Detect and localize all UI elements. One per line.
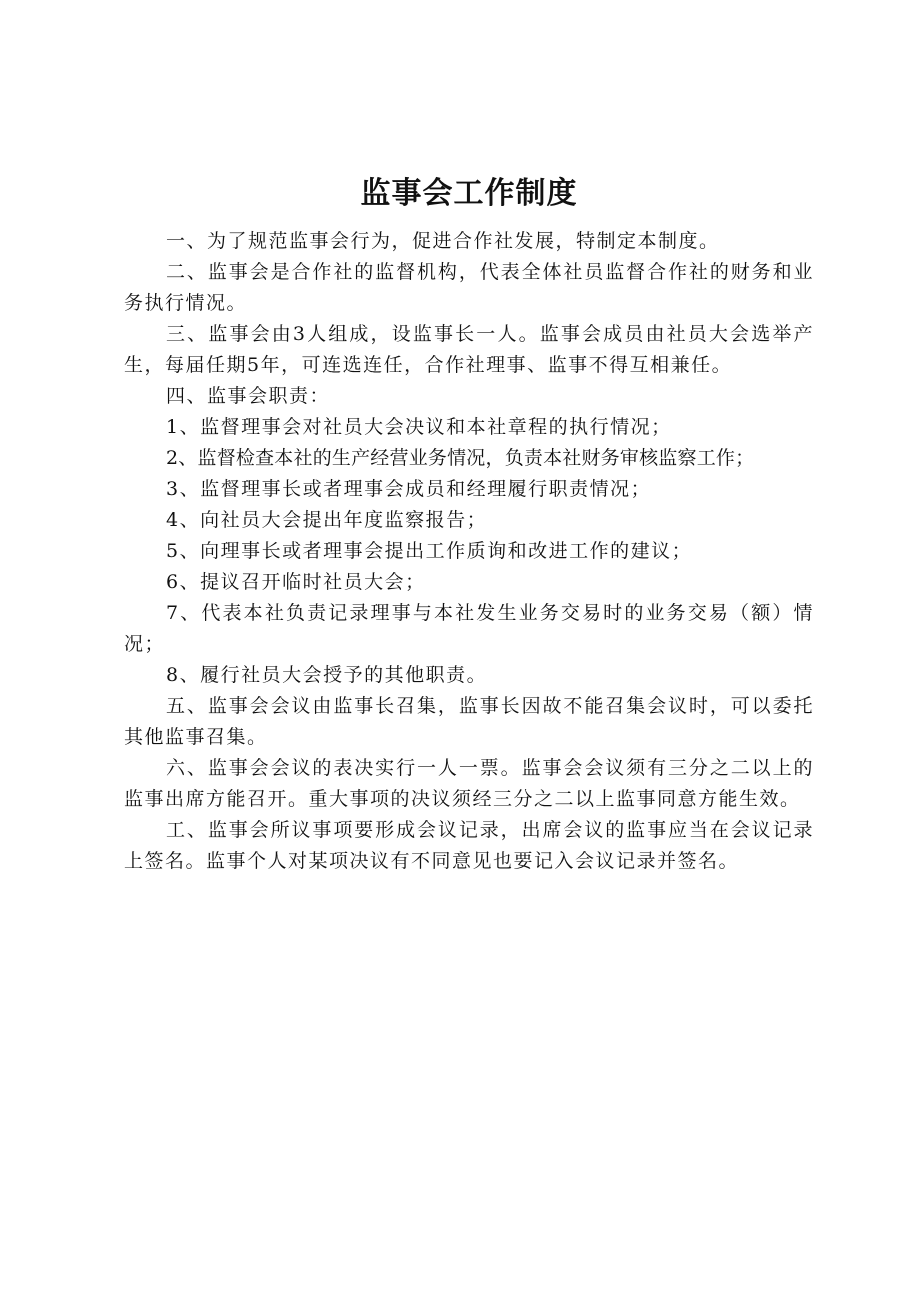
- duty-item-7: 7、代表本社负责记录理事与本社发生业务交易时的业务交易（额）情况；: [124, 602, 814, 655]
- paragraph-7: 工、监事会所议事项要形成会议记录，出席会议的监事应当在会议记录上签名。监事个人对某项决议有不同意见也要记入会议记录并签名。: [124, 819, 814, 872]
- paragraph-2: 二、监事会是合作社的监督机构，代表全体社员监督合作社的财务和业务执行情况。: [124, 261, 814, 314]
- paragraph-4: 四、监事会职责：: [166, 385, 331, 407]
- duty-item-3: 3、监督理事长或者理事会成员和经理履行职责情况；: [166, 478, 652, 500]
- duty-item-4: 4、向社员大会提出年度监察报告；: [166, 509, 488, 531]
- duty-item-8: 8、履行社员大会授予的其他职责。: [166, 664, 488, 686]
- paragraph-1: 一、为了规范监事会行为，促进合作社发展，特制定本制度。: [166, 230, 720, 252]
- duty-item-5: 5、向理事长或者理事会提出工作质询和改进工作的建议；: [166, 540, 693, 562]
- paragraph-3: 三、监事会由3人组成，设监事长一人。监事会成员由社员大会选举产生，每届任期5年，可连选连任，合作社理事、监事不得互相兼任。: [124, 323, 814, 376]
- duty-item-1: 1、监督理事会对社员大会决议和本社章程的执行情况；: [166, 416, 672, 438]
- paragraph-5: 五、监事会会议由监事长召集，监事长因故不能召集会议时，可以委托其他监事召集。: [124, 695, 814, 748]
- duty-item-2: 2、监督检查本社的生产经营业务情况，负责本社财务审核监察工作；: [166, 447, 755, 469]
- document-title: 监事会工作制度: [360, 176, 578, 211]
- duty-item-6: 6、提议召开临时社员大会；: [166, 571, 426, 593]
- document-body: [124, 170, 814, 877]
- paragraph-6: 六、监事会会议的表决实行一人一票。监事会会议须有三分之二以上的监事出席方能召开。重大事项的决议须经三分之二以上监事同意方能生效。: [124, 757, 814, 810]
